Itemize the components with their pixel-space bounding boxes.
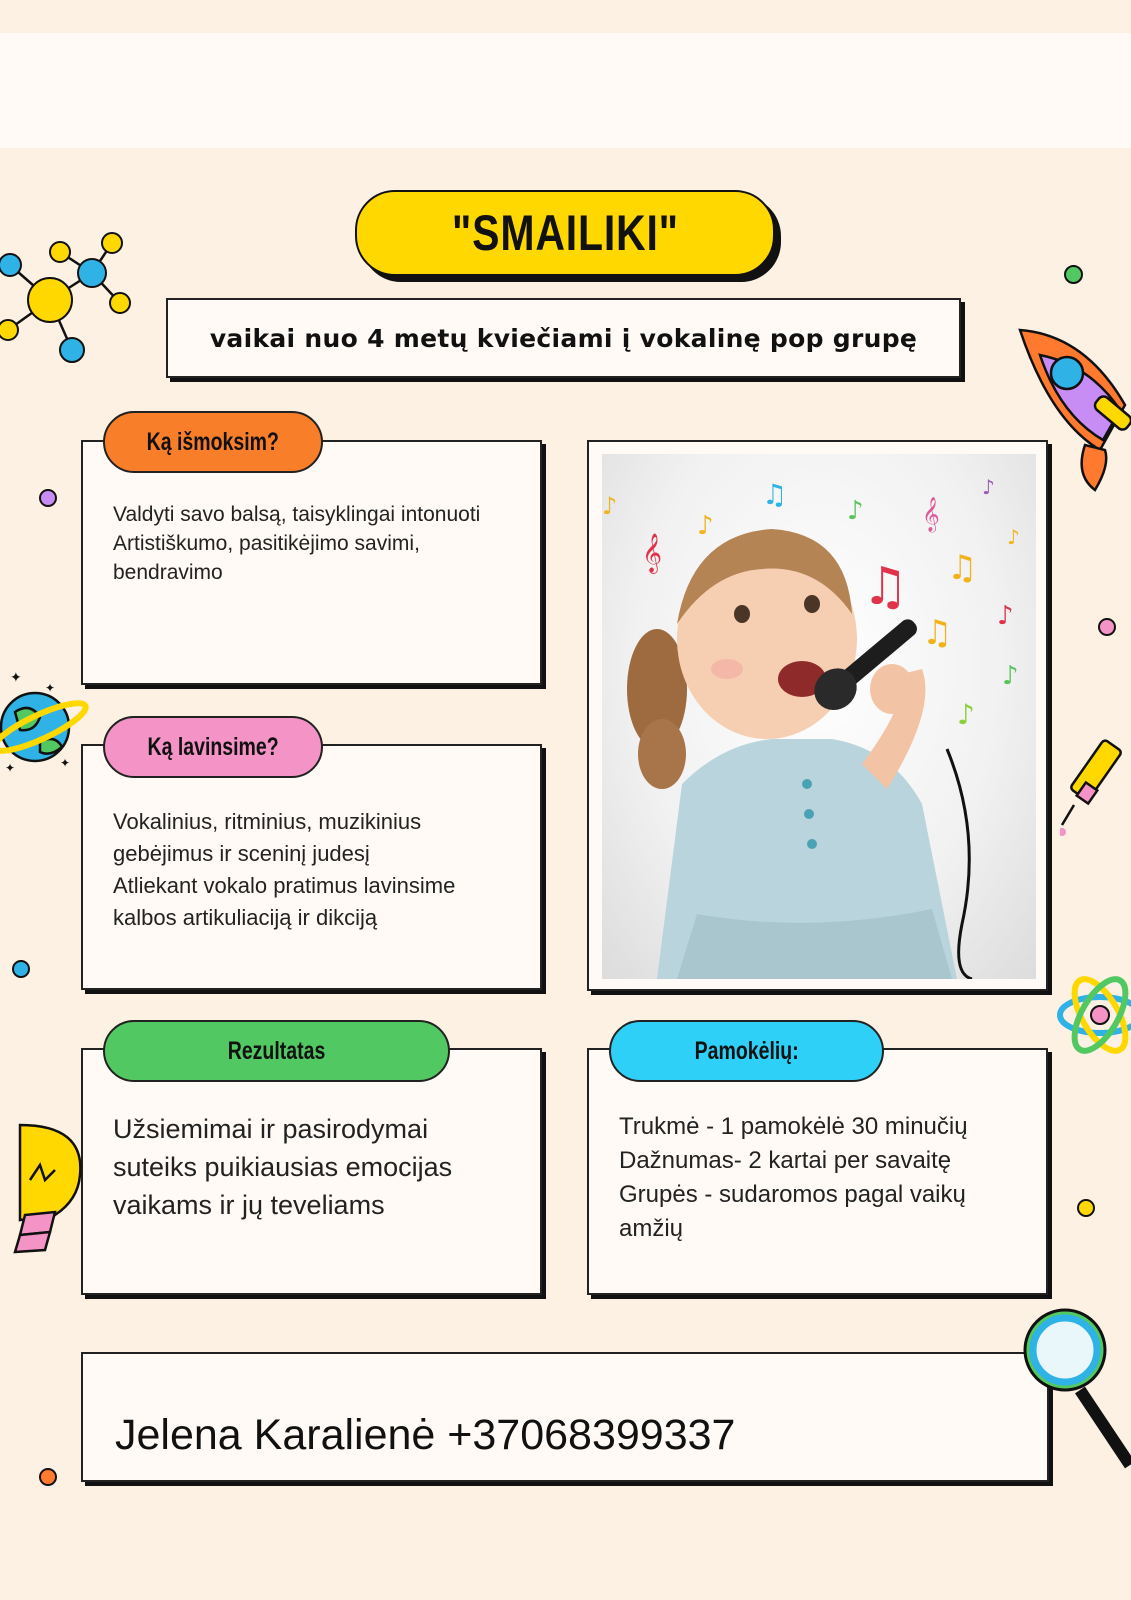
label-develop-text: Ką lavinsime? xyxy=(147,732,279,761)
contact-box xyxy=(81,1352,1049,1482)
card-result-line: suteiks puikiausias emocijas xyxy=(113,1152,453,1182)
card-develop xyxy=(81,744,542,990)
card-learn-line: Artistiškumo, pasitikėjimo savimi, xyxy=(113,532,420,555)
svg-text:♪: ♪ xyxy=(1007,525,1020,549)
card-lessons-line: amžių xyxy=(619,1215,684,1242)
decor-dot xyxy=(1098,618,1116,636)
singing-girl-photo xyxy=(602,454,1036,979)
svg-text:♪: ♪ xyxy=(1002,661,1019,691)
card-develop-line: gebėjimus ir sceninį judesį xyxy=(113,841,370,866)
planet-icon xyxy=(0,672,90,782)
card-learn xyxy=(81,440,542,685)
label-develop xyxy=(103,716,323,778)
title-pill xyxy=(355,190,775,276)
decor-dot xyxy=(39,489,57,507)
svg-text:✦: ✦ xyxy=(45,681,56,695)
card-result-text xyxy=(113,1110,514,1224)
molecule-icon xyxy=(0,225,135,365)
decor-dot xyxy=(1077,1199,1095,1217)
syringe-icon xyxy=(1060,730,1131,850)
svg-text:♪: ♪ xyxy=(997,601,1014,631)
svg-text:♪: ♪ xyxy=(847,496,864,526)
card-develop-line: kalbos artikuliaciją ir dikciją xyxy=(113,905,378,930)
card-learn-line: Valdyti savo balsą, taisyklingai intonuoti xyxy=(113,503,481,526)
page-title: "SMAILIKI" xyxy=(451,205,679,261)
card-lessons-line: Trukmė - 1 pamokėlė 30 minučių xyxy=(619,1113,968,1140)
label-result-text: Rezultatas xyxy=(227,1036,326,1065)
label-result xyxy=(103,1020,450,1082)
svg-text:𝄞: 𝄞 xyxy=(642,533,663,573)
svg-text:♫: ♫ xyxy=(922,613,953,653)
decor-dot xyxy=(12,960,30,978)
card-develop-line: Atliekant vokalo pratimus lavinsime xyxy=(113,873,456,898)
photo-frame xyxy=(587,440,1048,991)
svg-text:𝄞: 𝄞 xyxy=(922,497,940,532)
card-result xyxy=(81,1048,542,1295)
svg-text:✦: ✦ xyxy=(60,756,71,770)
decor-dot xyxy=(39,1468,57,1486)
card-learn-text xyxy=(113,500,514,587)
card-result-line: Užsiemimai ir pasirodymai xyxy=(113,1114,429,1144)
top-band xyxy=(0,33,1131,148)
label-learn-text: Ką išmoksim? xyxy=(146,427,280,456)
rocket-icon xyxy=(1015,325,1131,495)
svg-text:♫: ♫ xyxy=(762,478,788,511)
card-develop-text xyxy=(113,806,514,934)
subtitle-text: vaikai nuo 4 metų kviečiami į vokalinę pop grupę xyxy=(209,323,918,353)
card-result-line: vaikams ir jų teveliams xyxy=(113,1190,385,1220)
subtitle-box xyxy=(166,298,961,378)
svg-text:✦: ✦ xyxy=(5,761,16,775)
svg-text:♫: ♫ xyxy=(947,548,978,588)
label-lessons xyxy=(609,1020,884,1082)
card-lessons-text xyxy=(619,1110,1020,1246)
contact-text: Jelena Karalienė +37068399337 xyxy=(115,1411,736,1459)
card-lessons xyxy=(587,1048,1048,1295)
label-lessons-text: Pamokėlių: xyxy=(694,1036,799,1065)
label-learn xyxy=(103,411,323,473)
singing-girl-illustration xyxy=(602,454,1036,979)
card-develop-line: Vokalinius, ritminius, muzikinius xyxy=(113,809,422,834)
card-lessons-line: Dažnumas- 2 kartai per savaitę xyxy=(619,1147,952,1174)
svg-text:✦: ✦ xyxy=(10,672,22,686)
svg-text:♪: ♪ xyxy=(602,492,618,520)
svg-text:♪: ♪ xyxy=(957,698,975,731)
magnifier-icon xyxy=(1020,1305,1131,1470)
light-bulb-icon xyxy=(0,1120,85,1270)
decor-dot xyxy=(1064,265,1083,284)
svg-text:♪: ♪ xyxy=(982,475,995,499)
atom-icon xyxy=(1055,955,1131,1075)
svg-text:♪: ♪ xyxy=(697,511,714,541)
card-learn-line: bendravimo xyxy=(113,561,223,584)
card-lessons-line: Grupės - sudaromos pagal vaikų xyxy=(619,1181,966,1208)
svg-text:♫: ♫ xyxy=(862,557,909,617)
